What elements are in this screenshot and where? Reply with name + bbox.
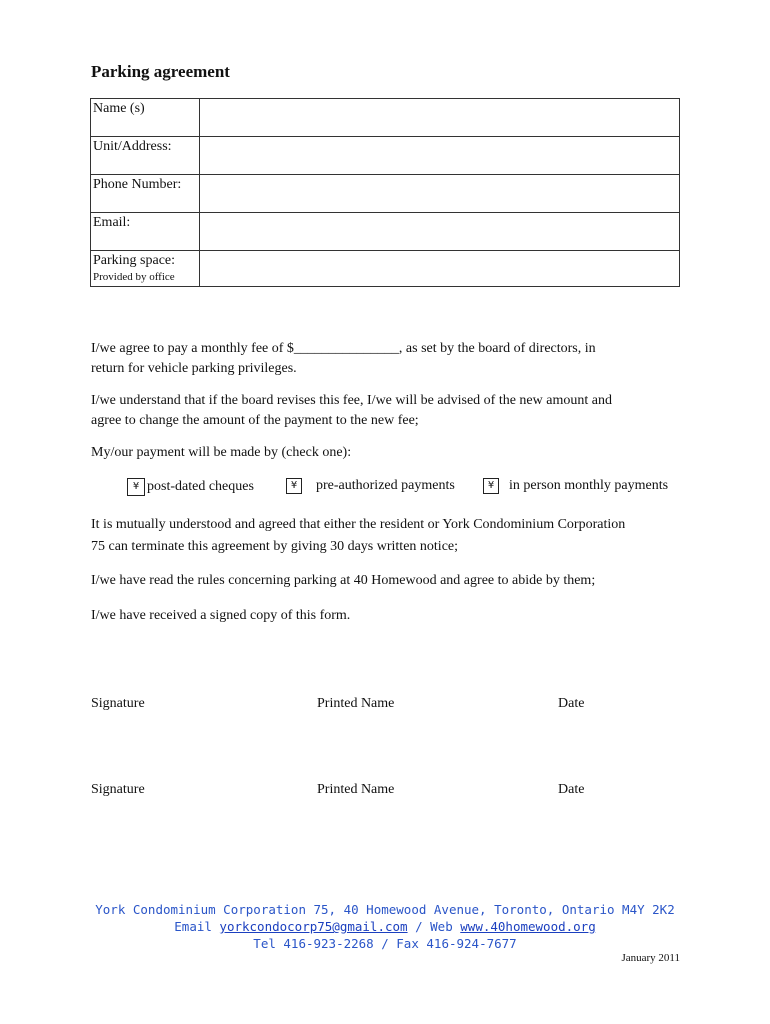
option-post-dated-cheques[interactable]	[127, 478, 254, 496]
printed-name-label: Printed Name	[317, 696, 395, 711]
signature-label: Signature	[91, 696, 145, 711]
email-link[interactable]: yorkcondocorp75@gmail.com	[219, 919, 408, 934]
terminate-line-1: It is mutually understood and agreed that either the resident or York Condominium Corporation	[91, 517, 626, 532]
date-label: Date	[558, 696, 585, 711]
email-label	[91, 213, 200, 251]
footer	[0, 901, 770, 952]
option-label: post-dated cheques	[147, 479, 254, 494]
table-row	[91, 175, 680, 213]
revise-paragraph	[91, 391, 681, 431]
terminate-line-2: 75 can terminate this agreement by giving 30 days written notice;	[91, 539, 459, 554]
parking-space-field[interactable]	[199, 251, 679, 287]
option-label: in person monthly payments	[509, 478, 669, 493]
termination-paragraph	[91, 514, 681, 558]
table-row	[91, 213, 680, 251]
name-label	[91, 99, 200, 137]
rules-paragraph: I/we have read the rules concerning parking at 40 Homewood and agree to abide by them;	[91, 573, 596, 588]
option-pre-authorized-payments[interactable]	[286, 478, 455, 494]
info-table	[90, 98, 680, 287]
page-title: Parking agreement	[91, 62, 230, 81]
web-prefix: / Web	[407, 919, 461, 934]
fee-paragraph	[91, 339, 681, 379]
table-row	[91, 251, 680, 287]
checkbox-icon[interactable]: ¥	[483, 478, 499, 494]
email-field[interactable]	[199, 213, 679, 251]
date-label: Date	[558, 782, 585, 797]
row-label: Phone Number:	[93, 177, 182, 192]
parking-space-label	[91, 251, 200, 287]
footer-phone-fax: Tel 416-923-2268 / Fax 416-924-7677	[253, 936, 517, 951]
footer-address: York Condominium Corporation 75, 40 Homewood Avenue, Toronto, Ontario M4Y 2K2	[95, 902, 675, 917]
printed-name-label: Printed Name	[317, 782, 395, 797]
phone-label	[91, 175, 200, 213]
fee-line-2: return for vehicle parking privileges.	[91, 361, 297, 376]
payment-intro: My/our payment will be made by (check one):	[91, 445, 352, 460]
revise-line-2: agree to change the amount of the payment to the new fee;	[91, 413, 419, 428]
fee-line-1: I/we agree to pay a monthly fee of $_______________, as set by the board of directors, in	[91, 341, 596, 356]
row-label: Name (s)	[93, 101, 145, 116]
option-in-person-monthly-payments[interactable]	[483, 478, 668, 494]
checkbox-icon[interactable]: ¥	[127, 478, 145, 496]
web-link[interactable]: www.40homewood.org	[460, 919, 596, 934]
row-label: Unit/Address:	[93, 139, 172, 154]
table-row	[91, 99, 680, 137]
copy-paragraph: I/we have received a signed copy of this form.	[91, 608, 351, 623]
payment-options	[125, 478, 685, 500]
checkbox-icon[interactable]: ¥	[286, 478, 302, 494]
unit-address-label	[91, 137, 200, 175]
row-sublabel: Provided by office	[93, 271, 175, 283]
unit-address-field[interactable]	[199, 137, 679, 175]
table-row	[91, 137, 680, 175]
row-label: Email:	[93, 215, 131, 230]
footer-contact	[0, 918, 770, 935]
revise-line-1: I/we understand that if the board revises this fee, I/we will be advised of the new amount and	[91, 393, 612, 408]
signature-label: Signature	[91, 782, 145, 797]
phone-field[interactable]	[199, 175, 679, 213]
revision-date: January 2011	[621, 952, 680, 964]
option-label: pre-authorized payments	[316, 478, 455, 493]
name-field[interactable]	[199, 99, 679, 137]
row-label: Parking space:	[93, 253, 176, 268]
email-prefix: Email	[174, 919, 220, 934]
